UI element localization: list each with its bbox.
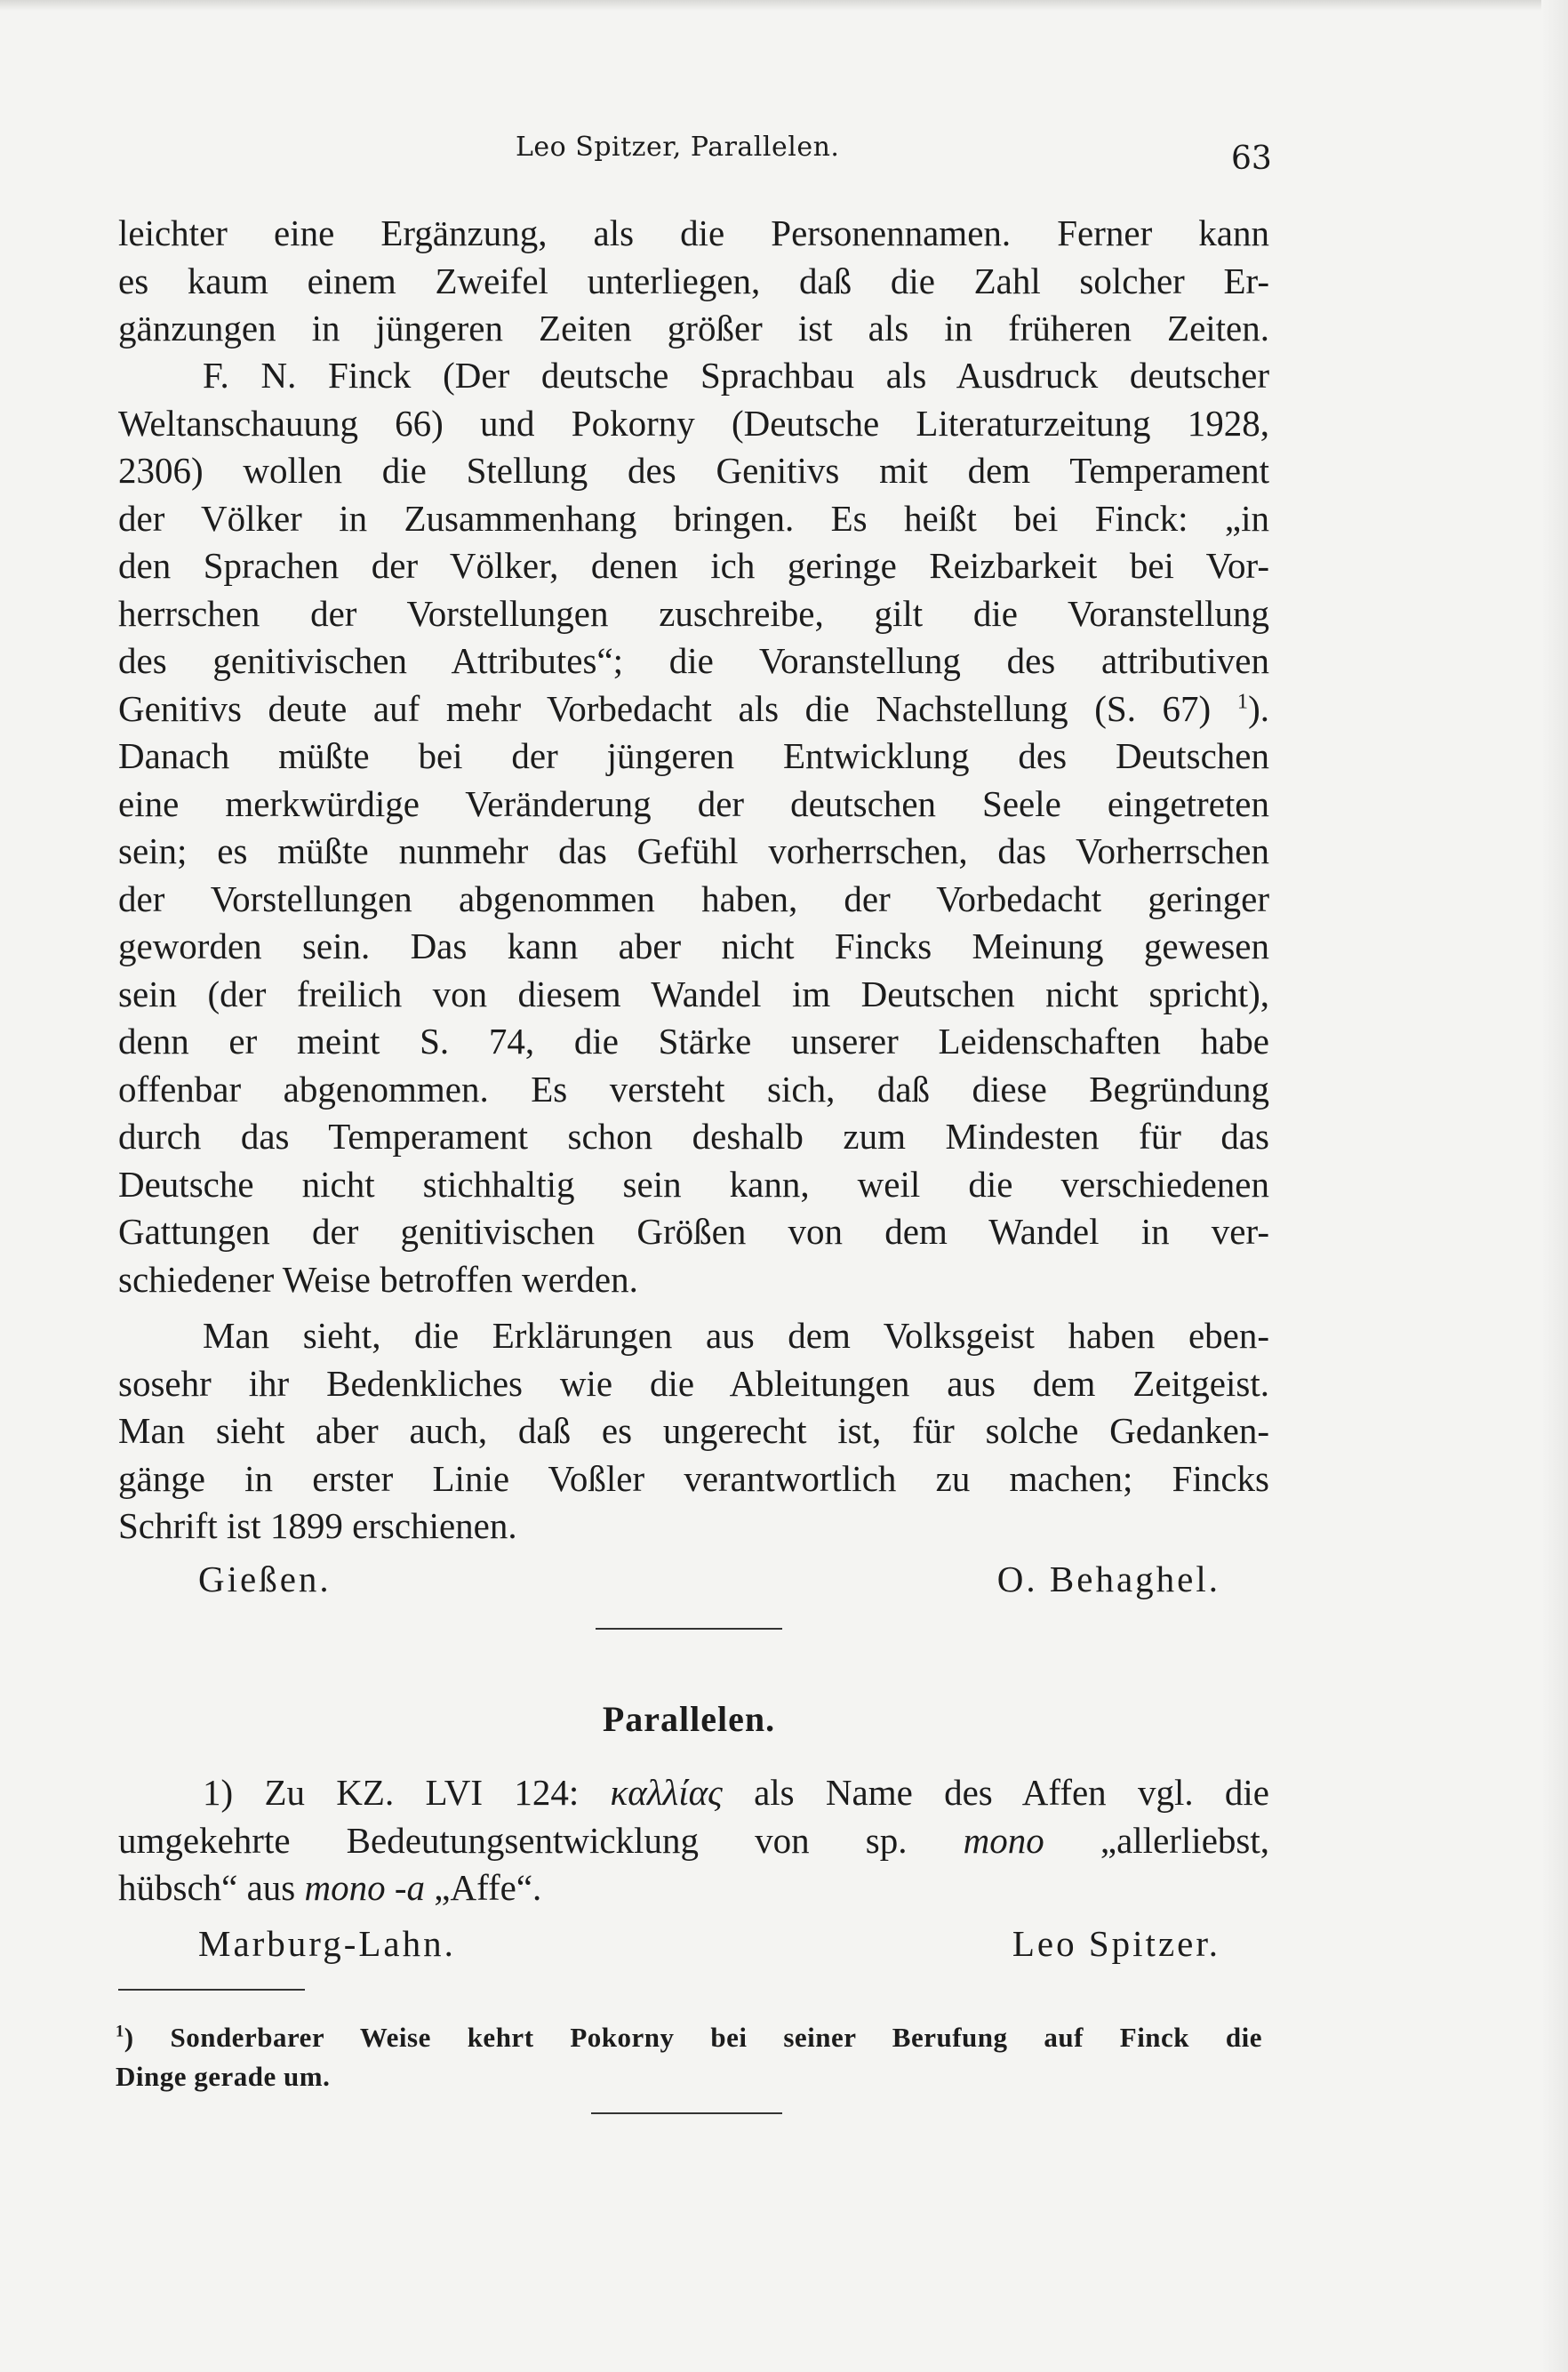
text-line: 2306) wollen die Stellung des Genitivs mit dem Temperament bbox=[118, 450, 1269, 491]
text-line: Danach müßte bei der jüngeren Entwicklung des Deutschen bbox=[118, 735, 1269, 776]
text-line: gänge in erster Linie Voßler verantwortlich zu machen; Fincks bbox=[118, 1457, 1269, 1499]
footnote-ref[interactable]: 1 bbox=[1236, 688, 1249, 713]
text-line-with-footnote-ref bbox=[118, 685, 1269, 733]
paragraph-1 bbox=[118, 210, 1269, 353]
parallelen-entry bbox=[118, 1769, 1269, 1912]
text-line: denn er meint S. 74, die Stärke unserer Leidenschaften habe bbox=[118, 1021, 1269, 1062]
text-line: Man sieht, die Erklärungen aus dem Volksgeist haben eben- bbox=[203, 1315, 1269, 1356]
text-line: herrschen der Vorstellungen zuschreibe, gilt die Voranstellung bbox=[118, 592, 1269, 634]
signature-behaghel bbox=[198, 1558, 1220, 1600]
footnote bbox=[116, 2018, 1262, 2096]
text-line: der Vorstellungen abgenommen haben, der Vorbedacht geringer bbox=[118, 877, 1269, 919]
text-line: es kaum einem Zweifel unterliegen, daß die Zahl solcher Er- bbox=[118, 260, 1269, 301]
greek-word: καλλίας bbox=[610, 1772, 723, 1813]
text-line: durch das Temperament schon deshalb zum Mindesten für das bbox=[118, 1116, 1269, 1157]
text-line bbox=[118, 1864, 1269, 1912]
text-segment: „allerliebst, bbox=[1044, 1819, 1269, 1861]
italic-word: mono -a bbox=[304, 1867, 426, 1908]
text-segment: als Name des Affen vgl. die bbox=[722, 1772, 1269, 1813]
page-top-edge bbox=[0, 0, 1568, 11]
text-line: Man sieht aber auch, daß es ungerecht ist, für solche Gedanken- bbox=[118, 1410, 1269, 1451]
text-line: eine merkwürdige Veränderung der deutschen Seele eingetreten bbox=[118, 782, 1269, 824]
signature-place: Gießen. bbox=[198, 1559, 332, 1599]
text-line bbox=[118, 1817, 1269, 1865]
text-line: sosehr ihr Bedenkliches wie die Ableitungen aus dem Zeitgeist. bbox=[118, 1362, 1269, 1404]
text-line: Weltanschauung 66) und Pokorny (Deutsche Literaturzeitung 1928, bbox=[118, 402, 1269, 444]
text-segment: ) Sonderbarer Weise kehrt Pokorny bei seiner Berufung auf Finck die bbox=[124, 2022, 1262, 2053]
text-line: der Völker in Zusammenhang bringen. Es heißt bei Finck: „in bbox=[118, 497, 1269, 539]
text-line: Schrift ist 1899 erschienen. bbox=[118, 1505, 517, 1546]
text-segment: ). bbox=[1248, 687, 1269, 729]
footnote-line: Dinge gerade um. bbox=[116, 2061, 331, 2092]
paragraph-3 bbox=[118, 1312, 1269, 1551]
paragraph-2 bbox=[118, 352, 1269, 1303]
text-line: sein (der freilich von diesem Wandel im Deutschen nicht spricht), bbox=[118, 973, 1269, 1014]
text-line: den Sprachen der Völker, denen ich geringe Reizbarkeit bei Vor- bbox=[118, 545, 1269, 586]
signature-author: Leo Spitzer. bbox=[1012, 1923, 1220, 1964]
text-line: Gattungen der genitivischen Größen von dem Wandel in ver- bbox=[118, 1211, 1269, 1252]
footnote-separator bbox=[118, 1989, 305, 1991]
page-right-edge bbox=[1541, 0, 1568, 2372]
text-segment: 1) Zu KZ. LVI 124: bbox=[203, 1772, 611, 1813]
section-divider bbox=[596, 1628, 782, 1630]
signature-place: Marburg-Lahn. bbox=[198, 1923, 456, 1964]
running-head: Leo Spitzer, Parallelen. bbox=[516, 132, 840, 163]
text-line: des genitivischen Attributes“; die Voranstellung des attributiven bbox=[118, 640, 1269, 681]
text-segment: Genitivs deute auf mehr Vorbedacht als die Nachstellung (S. 67) bbox=[118, 687, 1212, 729]
text-line: F. N. Finck (Der deutsche Sprachbau als Ausdruck deutscher bbox=[203, 355, 1269, 396]
text-line bbox=[118, 1769, 1269, 1817]
signature-author: O. Behaghel. bbox=[996, 1559, 1220, 1599]
section-heading: Parallelen. bbox=[602, 1699, 776, 1739]
signature-spitzer bbox=[198, 1922, 1220, 1965]
text-line: Deutsche nicht stichhaltig sein kann, weil die verschiedenen bbox=[118, 1163, 1269, 1205]
text-line: schiedener Weise betroffen werden. bbox=[118, 1258, 638, 1300]
text-segment: hübsch“ aus bbox=[118, 1867, 305, 1908]
end-divider bbox=[591, 2112, 782, 2114]
text-line: geworden sein. Das kann aber nicht Fincks Meinung gewesen bbox=[118, 926, 1269, 966]
text-segment: „Affe“. bbox=[425, 1867, 542, 1908]
italic-word: mono bbox=[963, 1819, 1044, 1861]
text-line: leichter eine Ergänzung, als die Personennamen. Ferner kann bbox=[118, 212, 1269, 253]
footnote-line bbox=[116, 2018, 1262, 2057]
footnote-marker: 1 bbox=[116, 2022, 124, 2041]
page-number: 63 bbox=[1231, 140, 1272, 177]
text-line: offenbar abgenommen. Es versteht sich, daß diese Begründung bbox=[118, 1068, 1269, 1110]
text-line: sein; es müßte nunmehr das Gefühl vorherrschen, das Vorherrschen bbox=[118, 830, 1269, 871]
text-line: gänzungen in jüngeren Zeiten größer ist als in früheren Zeiten. bbox=[118, 308, 1269, 349]
text-segment: umgekehrte Bedeutungsentwicklung von sp. bbox=[118, 1819, 964, 1861]
